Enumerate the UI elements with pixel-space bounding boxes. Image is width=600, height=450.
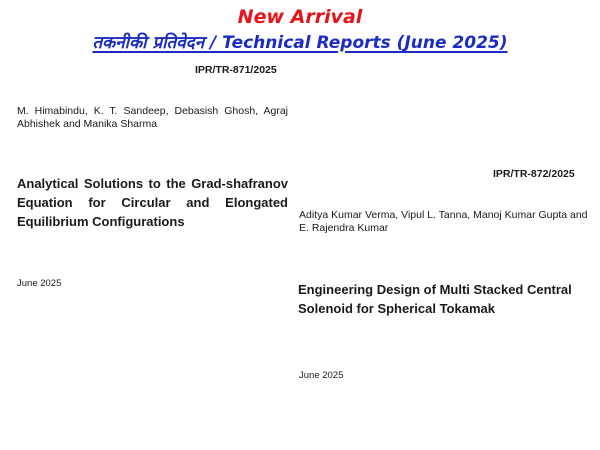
report-title: Engineering Design of Multi Stacked Central Solenoid for Spherical Tokamak	[298, 282, 572, 316]
report-number: IPR/TR-871/2025	[195, 64, 277, 76]
report-date: June 2025	[17, 278, 62, 289]
page-subtitle: तकनीकी प्रतिवेदन / Technical Reports (June 2025)	[92, 33, 508, 53]
report-card-872	[296, 160, 596, 390]
report-authors: Aditya Kumar Verma, Vipul L. Tanna, Manoj Kumar Gupta and E. Rajendra Kumar	[299, 209, 588, 234]
report-title: Analytical Solutions to the Grad-shafranov Equation for Circular and Elongated Equilibrium Configurations	[17, 176, 288, 229]
page-title: New Arrival	[237, 6, 363, 28]
report-number: IPR/TR-872/2025	[493, 168, 575, 180]
report-date: June 2025	[299, 370, 344, 381]
report-card-871	[0, 60, 300, 300]
report-authors: M. Himabindu, K. T. Sandeep, Debasish Ghosh, Agraj Abhishek and Manika Sharma	[17, 105, 288, 130]
